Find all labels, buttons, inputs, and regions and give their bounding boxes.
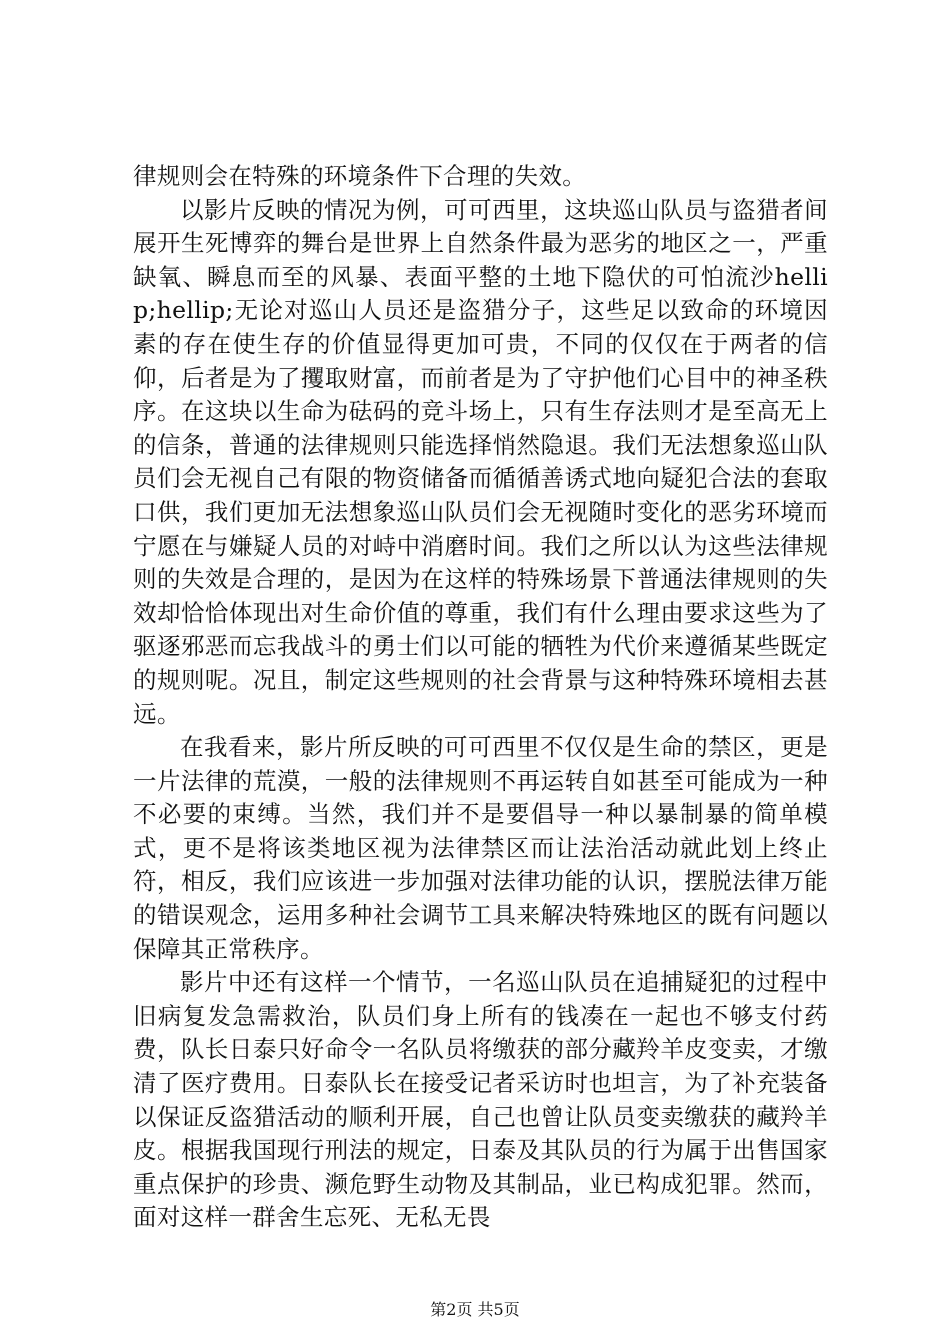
paragraph-3: 在我看来，影片所反映的可可西里不仅仅是生命的禁区，更是一片法律的荒漠，一般的法律规则不再运转自如甚至可能成为一种不必要的束缚。当然，我们并不是要倡导一种以暴制暴的简单模式，更不是将该类地区视为法律禁区而让法治活动就此划上终止符，相反，我们应该进一步加强对法律功能的认识，摆脱法律万能的错误观念，运用多种社会调节工具来解决特殊地区的既有问题以保障其正常秩序。	[133, 733, 828, 963]
document-body	[133, 160, 828, 1235]
paragraph-1: 律规则会在特殊的环境条件下合理的失效。	[133, 162, 587, 190]
paragraph-4: 影片中还有这样一个情节，一名巡山队员在追捕疑犯的过程中旧病复发急需救治，队员们身上所有的钱凑在一起也不够支付药费，队长日泰只好命令一名队员将缴获的部分藏羚羊皮变卖，才缴清了医疗费用。日泰队长在接受记者采访时也坦言，为了补充装备以保证反盗猎活动的顺利开展，自己也曾让队员变卖缴获的藏羚羊皮。根据我国现行刑法的规定，日泰及其队员的行为属于出售国家重点保护的珍贵、濒危野生动物及其制品，业已构成犯罪。然而，面对这样一群舍生忘死、无私无畏	[133, 968, 828, 1232]
page-number-footer: 第2页 共5页	[430, 1300, 520, 1319]
paragraph-2: 以影片反映的情况为例，可可西里，这块巡山队员与盗猎者间展开生死博弈的舞台是世界上自然条件最为恶劣的地区之一，严重缺氧、瞬息而至的风暴、表面平整的土地下隐伏的可怕流沙hellip;hellip;无论对巡山人员还是盗猎分子，这些足以致命的环境因素的存在使生存的价值显得更加可贵，不同的仅仅在于两者的信仰，后者是为了攫取财富，而前者是为了守护他们心目中的神圣秩序。在这块以生命为砝码的竞斗场上，只有生存法则才是至高无上的信条，普通的法律规则只能选择悄然隐退。我们无法想象巡山队员们会无视自己有限的物资储备而循循善诱式地向疑犯合法的套取口供，我们更加无法想象巡山队员们会无视随时变化的恶劣环境而宁愿在与嫌疑人员的对峙中消磨时间。我们之所以认为这些法律规则的失效是合理的，是因为在这样的特殊场景下普通法律规则的失效却恰恰体现出对生命价值的尊重，我们有什么理由要求这些为了驱逐邪恶而忘我战斗的勇士们以可能的牺牲为代价来遵循某些既定的规则呢。况且，制定这些规则的社会背景与这种特殊环境相去甚远。	[133, 195, 828, 728]
